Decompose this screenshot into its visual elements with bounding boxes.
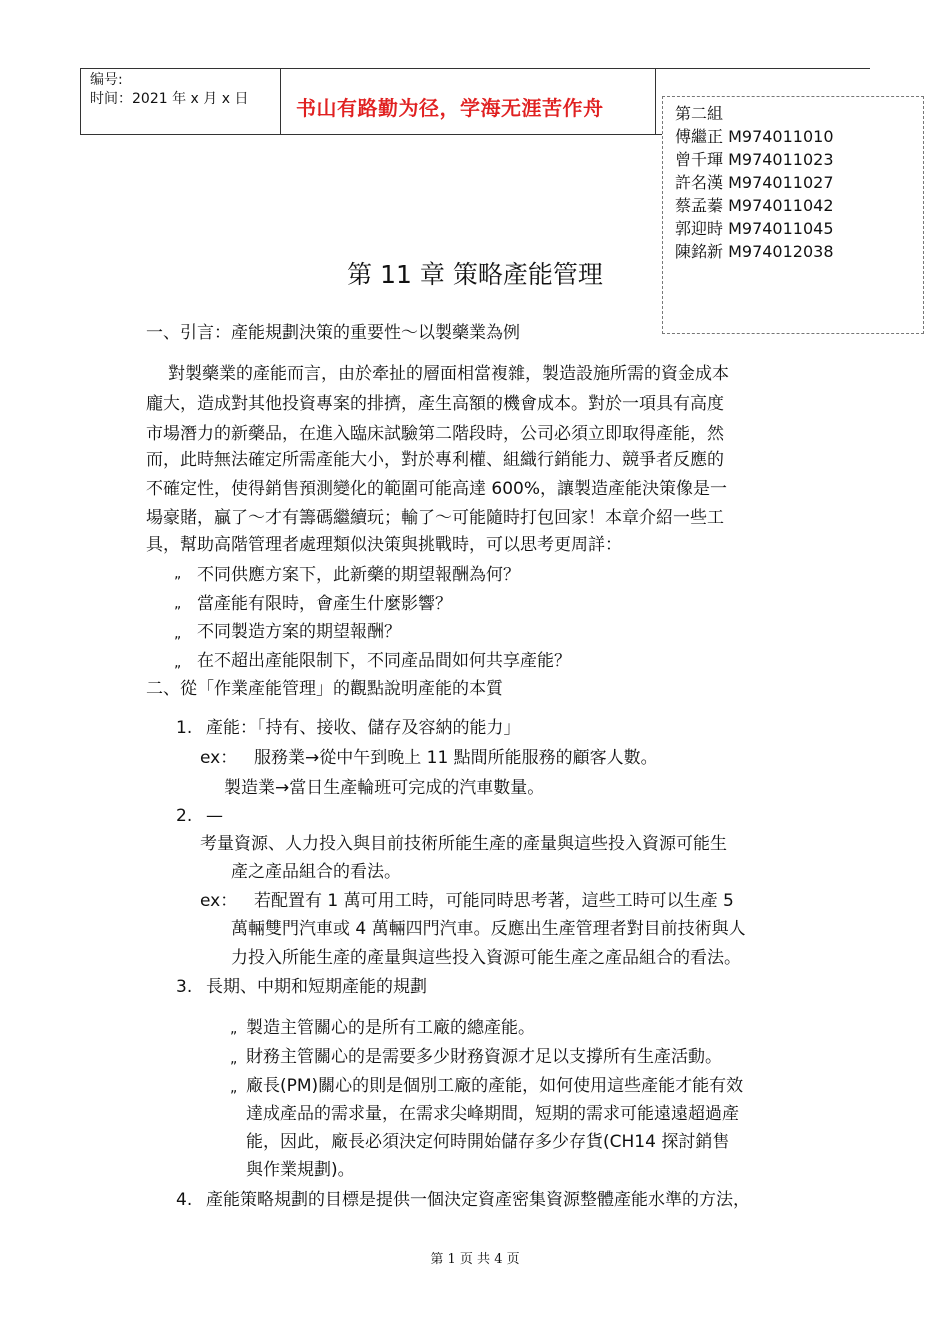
bullet-item: 不同供應方案下，此新藥的期望報酬為何？: [197, 565, 520, 585]
bullet-item: 當產能有限時，會產生什麼影響？: [197, 594, 452, 614]
bullet-item-cont: 達成產品的需求量，在需求尖峰期間，短期的需求可能遠遠超過產: [246, 1104, 739, 1124]
paragraph-line: 龐大，造成對其他投資專案的排擠，產生高額的機會成本。對於一項具有高度: [146, 394, 724, 414]
bullet-glyph: „: [174, 626, 182, 642]
group-member: 傅繼正 M974011010: [675, 127, 834, 146]
list-dash: —: [206, 806, 223, 826]
list-text: 產能：「持有、接收、儲存及容納的能力」: [206, 718, 521, 738]
header-divider-mid: [280, 68, 281, 135]
header-meta: [90, 71, 248, 109]
list-text: 產能策略規劃的目標是提供一個決定資產密集資源整體產能水準的方法，: [206, 1190, 750, 1210]
header-bottom-rule: [80, 134, 662, 135]
paragraph-line: 場豪賭，贏了～才有籌碼繼續玩；輸了～可能隨時打包回家！本章介紹一些工: [146, 508, 724, 528]
group-member: 曾千琿 M974011023: [675, 150, 834, 169]
example-label: ex：: [200, 891, 238, 911]
example-text: 服務業→從中午到晚上 11 點間所能服務的顧客人數。: [254, 748, 658, 768]
header-motto: 书山有路勤为径，学海无涯苦作舟: [296, 96, 604, 120]
list-number: 3.: [176, 977, 193, 997]
header-divider-left: [80, 68, 81, 135]
list-text: 產之產品組合的看法。: [231, 862, 401, 882]
bullet-glyph: „: [174, 655, 182, 671]
page-footer: 第 1 页 共 4 页: [430, 1252, 520, 1267]
bullet-item: 製造主管關心的是所有工廠的總產能。: [246, 1018, 535, 1038]
group-members-box: [662, 96, 924, 334]
example-label: ex：: [200, 748, 238, 768]
group-member: 許名漢 M974011027: [675, 173, 834, 192]
section-heading: 一、引言：產能規劃決策的重要性～以製藥業為例: [146, 323, 520, 343]
list-text: 考量資源、人力投入與目前技術所能生產的產量與這些投入資源可能生: [200, 834, 727, 854]
group-title: 第二組: [675, 104, 724, 123]
bullet-glyph: „: [174, 596, 182, 612]
paragraph-line: 市場潛力的新藥品，在進入臨床試驗第二階段時，公司必須立即取得產能，然: [146, 424, 724, 444]
number-label: 编号:: [90, 72, 123, 88]
bullet-glyph: „: [230, 1051, 238, 1067]
group-member: 郭迎時 M974011045: [675, 219, 834, 238]
section-heading: 二、從「作業產能管理」的觀點說明產能的本質: [146, 679, 503, 699]
bullet-item-cont: 能，因此，廠長必須決定何時開始儲存多少存貨(CH14 探討銷售: [246, 1132, 730, 1152]
list-text: 長期、中期和短期產能的規劃: [206, 977, 427, 997]
example-text: 萬輛雙門汽車或 4 萬輛四門汽車。反應出生產管理者對目前技術與人: [231, 919, 746, 939]
paragraph-line: 具，幫助高階管理者處理類似決策與挑戰時，可以思考更周詳：: [146, 535, 622, 555]
paragraph-line: 不確定性，使得銷售預測變化的範圍可能高達 600%，讓製造產能決策像是一: [146, 479, 728, 499]
header-top-rule: [80, 68, 870, 69]
example-text: 力投入所能生產的產量與這些投入資源可能生產之產品組合的看法。: [231, 948, 741, 968]
bullet-glyph: „: [230, 1080, 238, 1096]
list-number: 2.: [176, 806, 193, 826]
list-number: 4.: [176, 1190, 193, 1210]
group-member: 陳銘新 M974012038: [675, 242, 834, 261]
chapter-title: 第 11 章 策略產能管理: [347, 260, 603, 289]
list-number: 1.: [176, 718, 193, 738]
example-text: 製造業→當日生產輪班可完成的汽車數量。: [224, 778, 545, 798]
paragraph-line: 對製藥業的產能而言，由於牽扯的層面相當複雜，製造設施所需的資金成本: [168, 364, 729, 384]
example-text: 若配置有 1 萬可用工時，可能同時思考著，這些工時可以生產 5: [254, 891, 734, 911]
group-member: 蔡孟蓁 M974011042: [675, 196, 834, 215]
bullet-item: 財務主管關心的是需要多少財務資源才足以支撐所有生產活動。: [246, 1047, 722, 1067]
paragraph-line: 而，此時無法確定所需產能大小，對於專利權、組織行銷能力、競爭者反應的: [146, 450, 724, 470]
bullet-glyph: „: [174, 566, 182, 582]
bullet-item-cont: 與作業規劃)。: [246, 1160, 355, 1180]
time-label: 时间：2021 年 x 月 x 日: [90, 91, 249, 107]
header-divider-right: [655, 68, 656, 135]
bullet-glyph: „: [230, 1021, 238, 1037]
bullet-item: 廠長(PM)關心的則是個別工廠的產能，如何使用這些產能才能有效: [246, 1076, 744, 1096]
bullet-item: 不同製造方案的期望報酬？: [197, 622, 401, 642]
bullet-item: 在不超出產能限制下，不同產品間如何共享產能？: [197, 651, 571, 671]
